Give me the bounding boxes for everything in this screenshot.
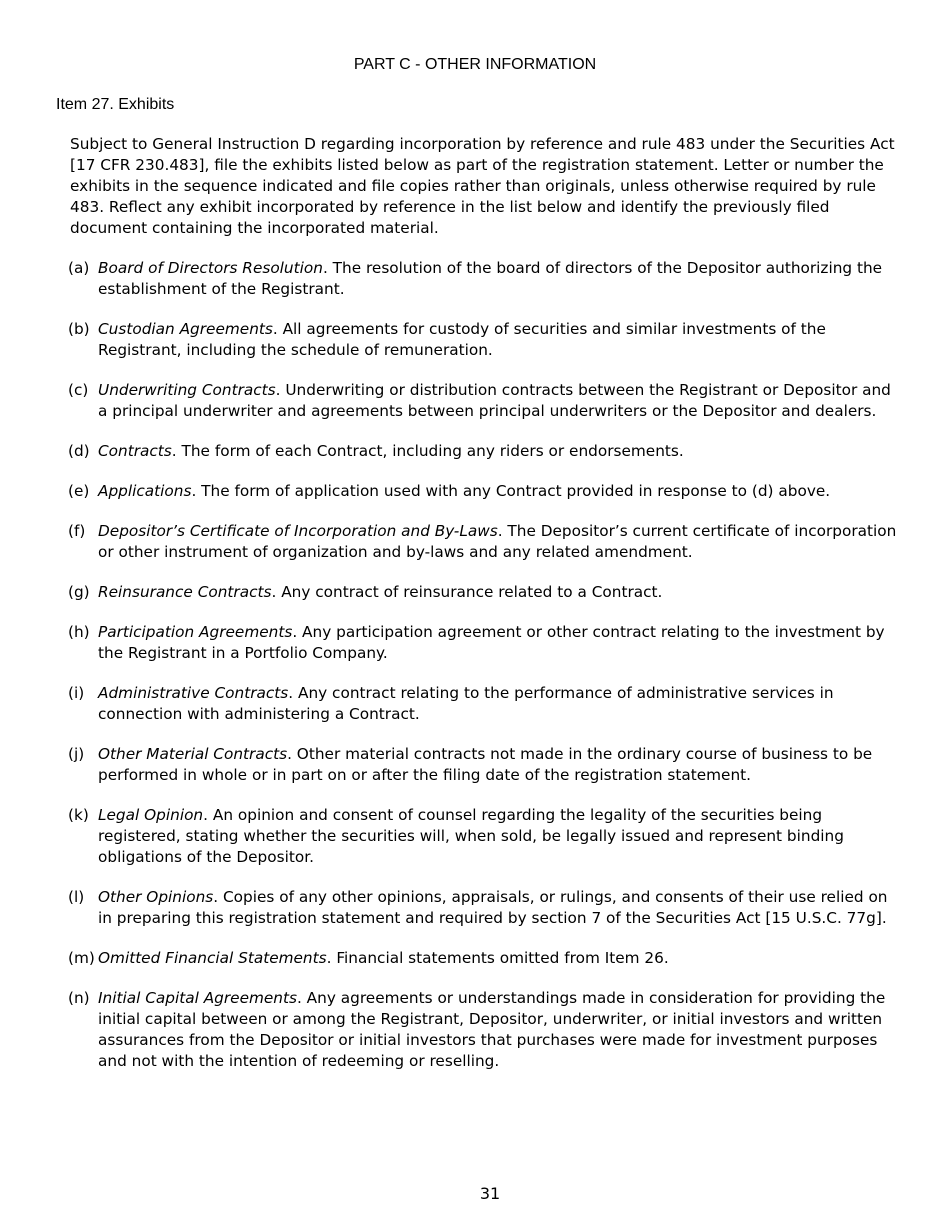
exhibit-body bbox=[98, 744, 898, 786]
exhibit-name: Depositor’s Certificate of Incorporation and By-Laws bbox=[98, 522, 498, 540]
exhibit-description: . Any contract relating to the performance of administrative services in connection with administering a Contract. bbox=[98, 684, 834, 723]
item-heading: Item 27. Exhibits bbox=[56, 96, 175, 113]
exhibit-item-f bbox=[68, 521, 898, 563]
intro-paragraph: Subject to General Instruction D regarding incorporation by reference and rule 483 under the Securities Act [17 CFR 230.483], file the exhibits listed below as part of the registration statement. Letter or number the exhibits in the sequence indicated and file copies rather than originals, unless otherwise required by rule 483. Reflect any exhibit incorporated by reference in the list below and identify the previously filed document containing the incorporated material. bbox=[70, 135, 895, 237]
page-title: PART C - OTHER INFORMATION bbox=[353, 56, 597, 73]
exhibit-body bbox=[98, 521, 898, 563]
exhibit-description: . An opinion and consent of counsel regarding the legality of the securities being registered, stating whether the securities will, when sold, be legally issued and represent binding obligations of the Depositor. bbox=[98, 806, 844, 866]
exhibit-description: . The Depositor’s current certificate of incorporation or other instrument of organization and by-laws and any related amendment. bbox=[98, 522, 897, 561]
exhibit-letter: (d) bbox=[68, 442, 90, 460]
exhibit-letter: (h) bbox=[68, 623, 90, 641]
exhibit-letter: (n) bbox=[68, 989, 90, 1007]
exhibit-description: . The form of each Contract, including any riders or endorsements. bbox=[171, 442, 684, 460]
exhibit-body bbox=[98, 258, 898, 300]
exhibit-body bbox=[98, 988, 898, 1072]
exhibit-description: . The form of application used with any Contract provided in response to (d) above. bbox=[191, 482, 831, 500]
exhibit-body bbox=[98, 481, 898, 502]
exhibit-name: Underwriting Contracts bbox=[98, 381, 276, 399]
exhibit-item-m bbox=[68, 948, 898, 969]
exhibit-body bbox=[98, 887, 898, 929]
exhibit-letter: (l) bbox=[68, 888, 85, 906]
exhibit-description: . Underwriting or distribution contracts between the Registrant or Depositor and a principal underwriter and agreements between principal underwriters or the Depositor and dealers. bbox=[98, 381, 891, 420]
exhibit-description: . Copies of any other opinions, appraisals, or rulings, and consents of their use relied on in preparing this registration statement and required by section 7 of the Securities Act [15 U.S.C. 77g]. bbox=[98, 888, 888, 927]
page-number: 31 bbox=[479, 1184, 501, 1203]
exhibit-name: Other Material Contracts bbox=[98, 745, 288, 763]
exhibit-item-k bbox=[68, 805, 898, 868]
exhibit-description: . Other material contracts not made in the ordinary course of business to be performed in whole or in part on or after the filing date of the registration statement. bbox=[98, 745, 873, 784]
exhibit-name: Board of Directors Resolution bbox=[98, 259, 323, 277]
exhibit-description: . The resolution of the board of directors of the Depositor authorizing the establishment of the Registrant. bbox=[98, 259, 883, 298]
exhibit-letter: (f) bbox=[68, 522, 86, 540]
exhibit-item-h bbox=[68, 622, 898, 664]
exhibit-name: Legal Opinion bbox=[98, 806, 204, 824]
exhibit-item-a bbox=[68, 258, 898, 300]
exhibit-name: Custodian Agreements bbox=[98, 320, 273, 338]
exhibit-body bbox=[98, 380, 898, 422]
exhibit-name: Reinsurance Contracts bbox=[98, 583, 272, 601]
exhibit-description: . Any agreements or understandings made in consideration for providing the initial capital between or among the Registrant, Depositor, underwriter, or initial investors and written assurances from the Depositor or initial investors that purchases were made for investment purposes and not with the intention of redeeming or reselling. bbox=[98, 989, 886, 1070]
exhibit-body bbox=[98, 805, 898, 868]
exhibit-letter: (b) bbox=[68, 320, 90, 338]
exhibit-item-b bbox=[68, 319, 898, 361]
exhibit-letter: (j) bbox=[68, 745, 85, 763]
exhibit-name: Omitted Financial Statements bbox=[98, 949, 327, 967]
exhibit-item-n bbox=[68, 988, 898, 1072]
exhibit-letter: (c) bbox=[68, 381, 89, 399]
exhibit-letter: (k) bbox=[68, 806, 89, 824]
exhibit-name: Initial Capital Agreements bbox=[98, 989, 297, 1007]
exhibit-description: . Financial statements omitted from Item 26. bbox=[326, 949, 669, 967]
exhibit-description: . All agreements for custody of securities and similar investments of the Registrant, including the schedule of remuneration. bbox=[98, 320, 826, 359]
exhibit-body bbox=[98, 948, 898, 969]
exhibit-name: Other Opinions bbox=[98, 888, 214, 906]
exhibit-letter: (m) bbox=[68, 949, 95, 967]
exhibit-name: Administrative Contracts bbox=[98, 684, 289, 702]
exhibit-item-g bbox=[68, 582, 898, 603]
exhibit-name: Applications bbox=[98, 482, 192, 500]
exhibit-body bbox=[98, 319, 898, 361]
exhibit-item-d bbox=[68, 441, 898, 462]
exhibit-name: Participation Agreements bbox=[98, 623, 293, 641]
exhibit-item-c bbox=[68, 380, 898, 422]
exhibit-description: . Any participation agreement or other contract relating to the investment by the Registrant in a Portfolio Company. bbox=[98, 623, 885, 662]
exhibit-letter: (g) bbox=[68, 583, 90, 601]
exhibit-list bbox=[68, 258, 898, 1091]
exhibit-letter: (i) bbox=[68, 684, 85, 702]
exhibit-body bbox=[98, 441, 898, 462]
exhibit-item-e bbox=[68, 481, 898, 502]
exhibit-item-i bbox=[68, 683, 898, 725]
exhibit-name: Contracts bbox=[98, 442, 172, 460]
exhibit-item-j bbox=[68, 744, 898, 786]
exhibit-letter: (e) bbox=[68, 482, 90, 500]
exhibit-description: . Any contract of reinsurance related to a Contract. bbox=[271, 583, 663, 601]
exhibit-body bbox=[98, 683, 898, 725]
exhibit-letter: (a) bbox=[68, 259, 90, 277]
exhibit-item-l bbox=[68, 887, 898, 929]
exhibit-body bbox=[98, 582, 898, 603]
exhibit-body bbox=[98, 622, 898, 664]
